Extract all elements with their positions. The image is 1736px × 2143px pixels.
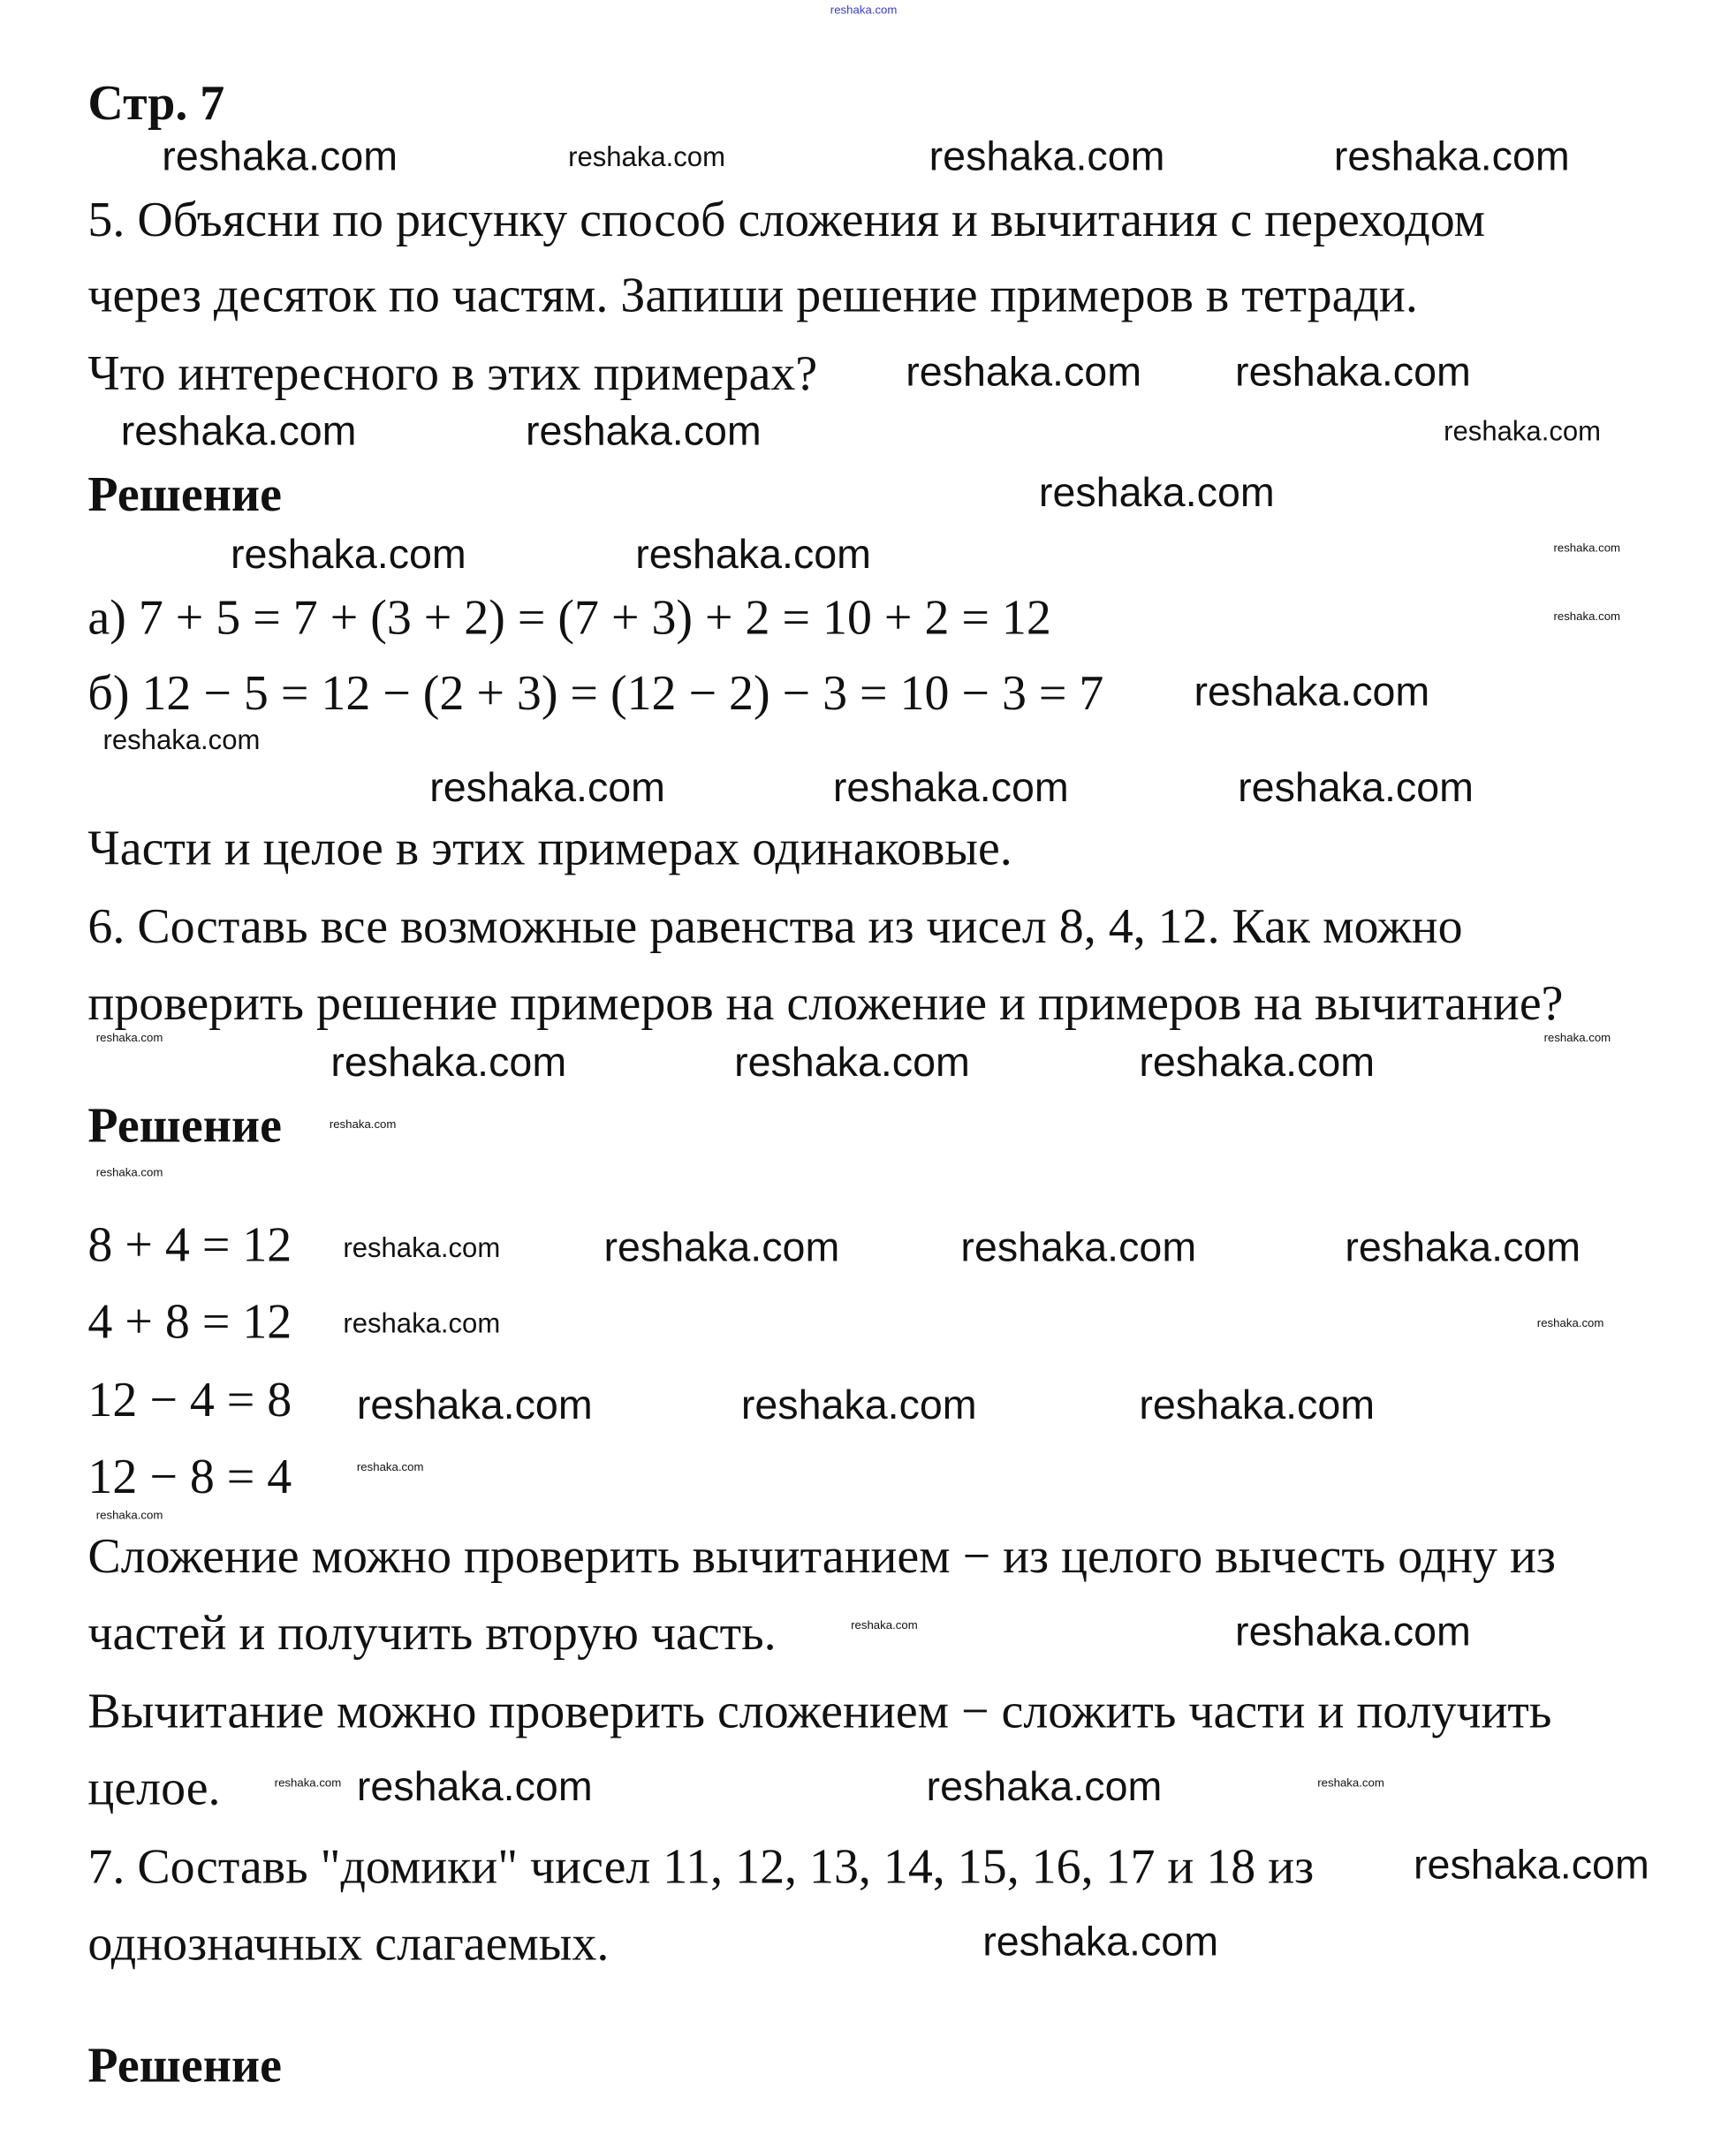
watermark: reshaka.com	[851, 1617, 918, 1632]
watermark: reshaka.com	[1345, 1225, 1581, 1271]
watermark: reshaka.com	[568, 142, 725, 173]
watermark: reshaka.com	[1235, 350, 1471, 396]
watermark: reshaka.com	[830, 3, 898, 17]
watermark: reshaka.com	[429, 765, 666, 812]
watermark: reshaka.com	[1238, 765, 1474, 812]
task5-text-line: через десяток по частям. Запиши решение примеров в тетради.	[87, 267, 1418, 323]
watermark: reshaka.com	[1543, 1030, 1611, 1045]
watermark: reshaka.com	[926, 1764, 1163, 1810]
watermark: reshaka.com	[343, 1233, 501, 1264]
watermark: reshaka.com	[95, 1164, 163, 1179]
watermark: reshaka.com	[95, 1508, 163, 1522]
watermark: reshaka.com	[274, 1776, 342, 1790]
task5-solution-b: б) 12 − 5 = 12 − (2 + 3) = (12 − 2) − 3 = 10 − 3 = 7	[87, 665, 1104, 721]
watermark: reshaka.com	[982, 1920, 1219, 1965]
watermark: reshaka.com	[162, 134, 398, 180]
watermark: reshaka.com	[356, 1459, 424, 1474]
watermark: reshaka.com	[1139, 1040, 1376, 1086]
watermark: reshaka.com	[734, 1040, 970, 1086]
watermark: reshaka.com	[230, 532, 466, 578]
watermark: reshaka.com	[1553, 541, 1621, 555]
task5-text-line: Что интересного в этих примерах?	[87, 345, 818, 401]
task6-answer-line: целое.	[87, 1761, 221, 1816]
watermark: reshaka.com	[1536, 1315, 1604, 1330]
watermark: reshaka.com	[1194, 670, 1430, 716]
task6-equation: 4 + 8 = 12	[87, 1293, 292, 1349]
task7-text-line: однозначных слагаемых.	[87, 1915, 610, 1971]
watermark: reshaka.com	[740, 1382, 977, 1429]
watermark: reshaka.com	[120, 408, 357, 455]
watermark: reshaka.com	[329, 1117, 397, 1132]
watermark: reshaka.com	[1553, 609, 1621, 624]
watermark: reshaka.com	[343, 1308, 501, 1340]
task6-equation: 12 − 8 = 4	[87, 1449, 292, 1504]
watermark: reshaka.com	[832, 765, 1069, 812]
watermark: reshaka.com	[1333, 134, 1570, 180]
task6-text-line: 6. Составь все возможные равенства из чисел 8, 4, 12. Как можно	[87, 898, 1463, 954]
task6-equation: 8 + 4 = 12	[87, 1216, 292, 1273]
watermark: reshaka.com	[1038, 470, 1275, 517]
task7-text-line: 7. Составь "домики" чисел 11, 12, 13, 14, 15, 16, 17 и 18 из	[87, 1838, 1315, 1894]
task5-solution-heading: Решение	[87, 466, 282, 522]
task6-answer-line: Сложение можно проверить вычитанием − из целого вычесть одну из	[87, 1528, 1556, 1584]
watermark: reshaka.com	[929, 134, 1165, 180]
watermark: reshaka.com	[960, 1225, 1197, 1271]
watermark: reshaka.com	[1444, 417, 1602, 448]
task6-text-line: проверить решение примеров на сложение и примеров на вычитание?	[87, 975, 1564, 1031]
watermark: reshaka.com	[635, 532, 872, 578]
watermark: reshaka.com	[1317, 1776, 1384, 1790]
page-title: Стр. 7	[87, 75, 225, 131]
watermark: reshaka.com	[906, 350, 1142, 396]
watermark: reshaka.com	[1235, 1609, 1471, 1655]
watermark: reshaka.com	[95, 1030, 163, 1045]
watermark: reshaka.com	[525, 408, 762, 455]
task6-answer-line: Вычитание можно проверить сложением − сложить части и получить	[87, 1684, 1552, 1739]
watermark: reshaka.com	[603, 1225, 840, 1271]
task5-answer: Части и целое в этих примерах одинаковые.	[87, 820, 1012, 876]
task5-text-line: 5. Объясни по рисунку способ сложения и вычитания с переходом	[87, 192, 1485, 247]
watermark: reshaka.com	[1414, 1843, 1649, 1889]
watermark: reshaka.com	[356, 1764, 593, 1810]
task6-equation: 12 − 4 = 8	[87, 1372, 292, 1427]
task7-solution-heading: Решение	[87, 2037, 282, 2093]
task6-solution-heading: Решение	[87, 1097, 282, 1153]
task6-answer-line: частей и получить вторую часть.	[87, 1605, 777, 1661]
watermark: reshaka.com	[1139, 1382, 1376, 1429]
task5-solution-a: а) 7 + 5 = 7 + (3 + 2) = (7 + 3) + 2 = 10 + 2 = 12	[87, 589, 1051, 646]
watermark: reshaka.com	[102, 725, 261, 756]
watermark: reshaka.com	[356, 1382, 593, 1429]
watermark: reshaka.com	[330, 1040, 567, 1086]
